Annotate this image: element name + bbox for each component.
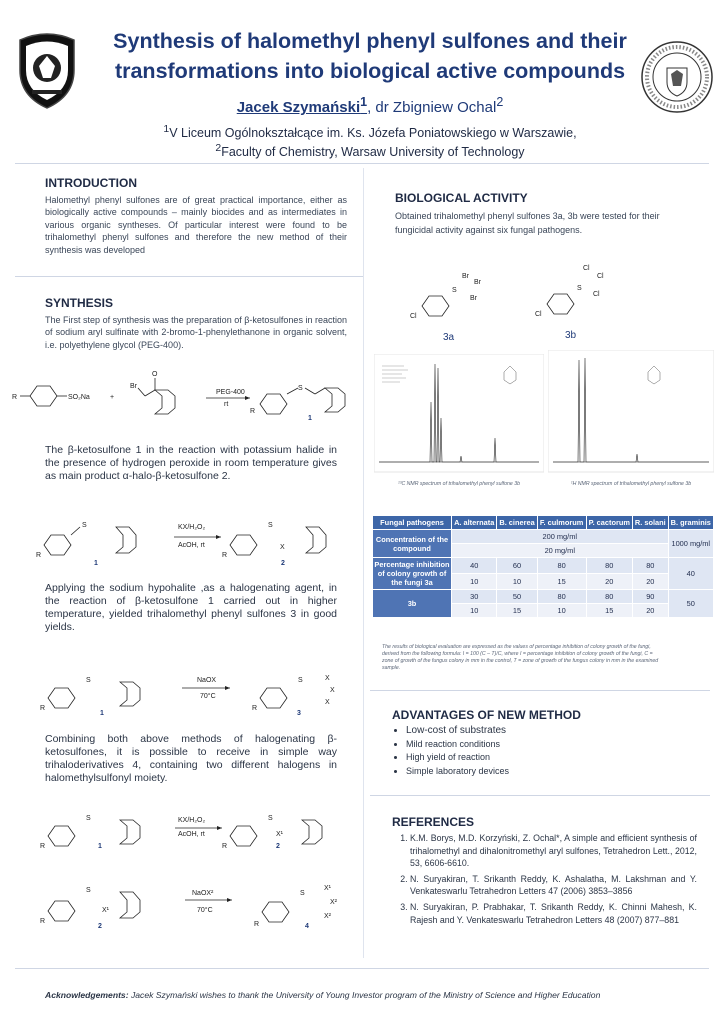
structure-3a-br2: Br	[474, 279, 481, 286]
table-header: P. cactorum	[586, 516, 633, 530]
references-section	[392, 815, 697, 929]
scheme4b-label-2: 2	[98, 923, 102, 930]
scheme4b-prod-x1: X¹	[324, 885, 331, 892]
advantages-heading: ADVANTAGES OF NEW METHOD	[392, 708, 581, 722]
table-cell: 80	[586, 558, 633, 574]
scheme3-label-1: 1	[100, 710, 104, 717]
table-cell: 80	[586, 590, 633, 604]
scheme4b-x1: X¹	[102, 907, 109, 914]
scheme2-s: S	[82, 522, 87, 529]
structure-3a	[410, 270, 500, 345]
table-row	[373, 590, 714, 604]
advantages-section	[392, 708, 692, 778]
table-cell: 10	[537, 604, 586, 618]
scheme4b-temp: 70°C	[197, 907, 213, 914]
scheme4-label-2: 2	[276, 843, 280, 850]
table-cell: 10	[452, 574, 497, 590]
scheme1-plus: +	[110, 394, 115, 401]
scheme2-label-2: 2	[281, 560, 285, 567]
scheme-4	[40, 800, 355, 940]
synthesis-text-3: Applying the sodium hypohalite ,as a halogenating agent, in the reaction of β-ketosulfone 1 carried out in higher temperature, yielded trihalomethyl phenyl sulfones 3 in good yields.	[45, 582, 337, 633]
affil2-text: Faculty of Chemistry, Warsaw University of Technology	[221, 145, 525, 160]
scheme2-kx: KX/H₂O₂	[178, 524, 206, 531]
author-second: , dr Zbigniew Ochal	[367, 99, 497, 116]
scheme2-label-1: 1	[94, 560, 98, 567]
label-3b: 3b	[565, 330, 577, 341]
table-cell: 20	[633, 604, 668, 618]
scheme4-product-r: R	[222, 843, 228, 850]
scheme3-x1: X	[325, 675, 330, 682]
structure-3b-s: S	[577, 285, 582, 292]
table-header: Fungal pathogens	[373, 516, 452, 530]
affil1-sup: 1	[163, 124, 170, 135]
list-item: 1. K.M. Borys, M.D. Korzyński, Z. Ochal*, A simple and efficient synthesis of trihalomethyl and dihalonitromethyl aryl sulfones, Tetrahedron Lett., 2012, 53, 6606-6610.	[410, 832, 697, 870]
table-cell: 90	[633, 590, 668, 604]
list-item: 3. N. Suryakiran, P. Prabhakar, T. Srikanth Reddy, K. Chinni Mahesh, K. Rajesh and Y. Venkateswarlu Tetrahedron Letters 48 (2007) 877–881	[410, 901, 697, 926]
list-item: • Mild reaction conditions	[406, 738, 692, 752]
structure-3a-br1: Br	[462, 273, 469, 280]
synthesis-text-4: Combining both above methods of halogenating β-ketosulfones, it is possible to receive in simple way trihaloderivatives 4, containing two different halogens in halomethylsulfonyl moiety.	[45, 733, 337, 784]
table-cell: 15	[497, 604, 537, 618]
advantages-list	[392, 724, 692, 778]
header-divider	[15, 163, 709, 164]
affiliations	[90, 122, 650, 160]
label-3b-cell: 3b	[373, 590, 452, 618]
table-header: R. solani	[633, 516, 668, 530]
affiliation-2	[90, 141, 650, 160]
conc-label-cell: Concentration of the compound	[373, 530, 452, 558]
scheme2-product-s: S	[268, 522, 273, 529]
table-cell: 10	[497, 574, 537, 590]
nmr-spectrum-13c	[374, 354, 544, 486]
structure-3b	[535, 262, 625, 342]
synthesis-section	[45, 296, 347, 351]
scheme4b-r: R	[40, 918, 46, 925]
scheme4-acoh: AcOH, rt	[178, 831, 205, 838]
affiliation-1	[90, 122, 650, 141]
scheme4-product-s: S	[268, 815, 273, 822]
table-cell: 80	[537, 590, 586, 604]
table-cell: 80	[537, 558, 586, 574]
conc-1000-cell: 1000 mg/ml	[668, 530, 713, 558]
table-cell: 60	[497, 558, 537, 574]
table-header: F. culmorum	[537, 516, 586, 530]
scheme4-r: R	[40, 843, 46, 850]
table-cell-bgraminis-3a: 40	[668, 558, 713, 590]
table-cell: 20	[633, 574, 668, 590]
label-3a: 3a	[443, 332, 455, 343]
title-line-1: Synthesis of halomethyl phenyl sulfones and their	[113, 29, 627, 53]
acknowledgements-text: Jacek Szymański wishes to thank the University of Young Investor program of the Ministry of Science and Higher Education	[128, 990, 601, 1000]
scheme3-product-r: R	[252, 705, 258, 712]
table-cell: 15	[586, 604, 633, 618]
column-divider	[363, 168, 364, 958]
introduction-text: Halomethyl phenyl sulfones are of great practical importance, either as biologically active compounds – mainly biocides and as intermediates in various organic syntheses. Of particular interest were found to be trihalomethyl phenyl sulfones and therefore the new method of their synthesis was developed	[45, 195, 347, 255]
scheme-3	[40, 660, 355, 718]
nmr-13c-caption: ¹³C NMR spectrum of trihalomethyl phenyl sulfone 3b	[398, 481, 520, 487]
acknowledgements	[45, 990, 685, 1000]
list-item: • Simple laboratory devices	[406, 765, 692, 779]
list-item: • Low-cost of substrates	[406, 724, 692, 738]
scheme1-s: S	[298, 385, 303, 392]
scheme4b-product-s: S	[300, 890, 305, 897]
introduction-section	[45, 176, 347, 256]
table-header: A. alternata	[452, 516, 497, 530]
structure-3b-cl1: Cl	[583, 265, 590, 272]
scheme3-label-3: 3	[297, 710, 301, 717]
affil2-sup: 2	[215, 143, 222, 155]
bio-divider	[370, 690, 710, 691]
poster-title	[100, 26, 640, 86]
scheme4b-s: S	[86, 887, 91, 894]
author-second-sup: 2	[496, 95, 504, 109]
structure-3a-cl: Cl	[410, 313, 417, 320]
scheme3-s: S	[86, 677, 91, 684]
scheme1-label-1: 1	[308, 415, 312, 422]
scheme4-label-1: 1	[98, 843, 102, 850]
scheme3-product-s: S	[298, 677, 303, 684]
table-cell: 50	[497, 590, 537, 604]
scheme4-kx: KX/H₂O₂	[178, 817, 206, 824]
pct-label-cell: Percentage inhibition of colony growth of the fungi 3a	[373, 558, 452, 590]
introduction-heading: INTRODUCTION	[45, 176, 137, 190]
scheme3-x3: X	[325, 699, 330, 706]
scheme4b-prod-x2b: X²	[324, 913, 331, 920]
table-header-row	[373, 516, 714, 530]
scheme3-temp: 70°C	[200, 693, 216, 700]
structure-3a-br3: Br	[470, 295, 477, 302]
scheme1-o: O	[152, 371, 158, 378]
scheme2-acoh: AcOH, rt	[178, 542, 205, 549]
scheme1-so2na: SO₂Na	[68, 394, 90, 401]
table-cell: 10	[452, 604, 497, 618]
table-row	[373, 530, 714, 544]
scheme4b-prod-x2a: X²	[330, 899, 337, 906]
table-header: B. graminis	[668, 516, 713, 530]
scheme1-rt: rt	[224, 401, 229, 408]
references-list	[392, 832, 697, 926]
authors	[100, 95, 640, 116]
structure-3b-cl2: Cl	[597, 273, 604, 280]
author-main	[236, 95, 368, 116]
scheme-1	[10, 368, 360, 426]
conc-20-cell: 20 mg/ml	[452, 544, 669, 558]
structure-3a-s: S	[452, 287, 457, 294]
synthesis-text-2: The β-ketosulfone 1 in the reaction with potassium halide in the presence of hydrogen peroxide in room temperature gives as main product α-halo-β-ketosulfone 2.	[45, 444, 337, 482]
table-cell: 40	[452, 558, 497, 574]
structure-3b-cl: Cl	[535, 311, 542, 318]
adv-divider	[370, 795, 710, 796]
table-cell: 20	[586, 574, 633, 590]
scheme1-peg: PEG-400	[216, 389, 245, 396]
scheme3-naox: NaOX	[197, 677, 217, 684]
scheme4b-product-r: R	[254, 921, 260, 928]
title-line-2: transformations into biological active compounds	[114, 59, 626, 83]
scheme3-x2: X	[330, 687, 335, 694]
scheme3-r: R	[40, 705, 46, 712]
table-row	[373, 558, 714, 574]
scheme-2	[36, 505, 356, 570]
affil1-text: V Liceum Ogólnokształcące im. Ks. Józefa Poniatowskiego w Warszawie,	[169, 126, 577, 141]
structure-3b-cl3: Cl	[593, 291, 600, 298]
footer-divider	[15, 968, 709, 969]
scheme1-r: R	[12, 394, 18, 401]
scheme2-x: X	[280, 544, 285, 551]
scheme4-x1: X¹	[276, 831, 283, 838]
nmr-1h-caption: ¹H NMR spectrum of trihalomethyl phenyl sulfone 3b	[570, 481, 692, 487]
scheme4b-label-4: 4	[305, 923, 309, 930]
author-main-sup: 1	[360, 95, 368, 109]
table-cell: 80	[633, 558, 668, 574]
biological-text: Obtained trihalomethyl phenyl sulfones 3a, 3b were tested for their fungicidal activity against six fungal pathogens.	[395, 211, 660, 235]
nmr-spectrum-1h	[548, 350, 714, 486]
scheme4b-naox2: NaOX²	[192, 890, 214, 897]
fungicidal-activity-table	[372, 515, 714, 618]
author-main-name: Jacek Szymański	[236, 99, 361, 116]
table-cell: 30	[452, 590, 497, 604]
school-crest-logo	[14, 30, 80, 110]
scheme4-s: S	[86, 815, 91, 822]
list-item: • High yield of reaction	[406, 751, 692, 765]
biological-section	[395, 191, 695, 237]
scheme2-r: R	[36, 552, 42, 559]
references-heading: REFERENCES	[392, 815, 475, 829]
table-header: B. cinerea	[497, 516, 537, 530]
list-item: 2. N. Suryakiran, T. Srikanth Reddy, K. Ashalatha, M. Lakshman and Y. Venkateswarlu Tetrahedron Letters 47 (2006) 3853–3856	[410, 873, 697, 898]
scheme2-product-r: R	[222, 552, 228, 559]
biological-heading: BIOLOGICAL ACTIVITY	[395, 191, 528, 205]
table-cell: 15	[537, 574, 586, 590]
table-cell-bgraminis-3b: 50	[668, 590, 713, 618]
table-footnote: The results of biological evaluation are expressed as the values of percentage inhibition of colony growth of the fungi, derived from the following formula: I = 100 (C – T)/C, where I = percentage inhibition of colony growth of the fungi, C = zone of growth of the fungus colony in mm in the control, T = zone of growth of the fungus colony in mm in the examined sample.	[382, 644, 659, 671]
acknowledgements-label: Acknowledgements:	[45, 990, 129, 1000]
synthesis-text-1: The First step of synthesis was the preparation of β-ketosulfones in reaction of sodium aryl sulfinate with 2-bromo-1-phenylethanone in organic solvent, i.e. polyethylene glycol (PEG-400).	[45, 315, 347, 350]
synthesis-heading: SYNTHESIS	[45, 296, 114, 310]
intro-divider	[15, 276, 363, 277]
university-seal-logo	[640, 40, 714, 114]
scheme1-product-r: R	[250, 408, 256, 415]
scheme1-br: Br	[130, 383, 137, 390]
conc-200-cell: 200 mg/ml	[452, 530, 669, 544]
